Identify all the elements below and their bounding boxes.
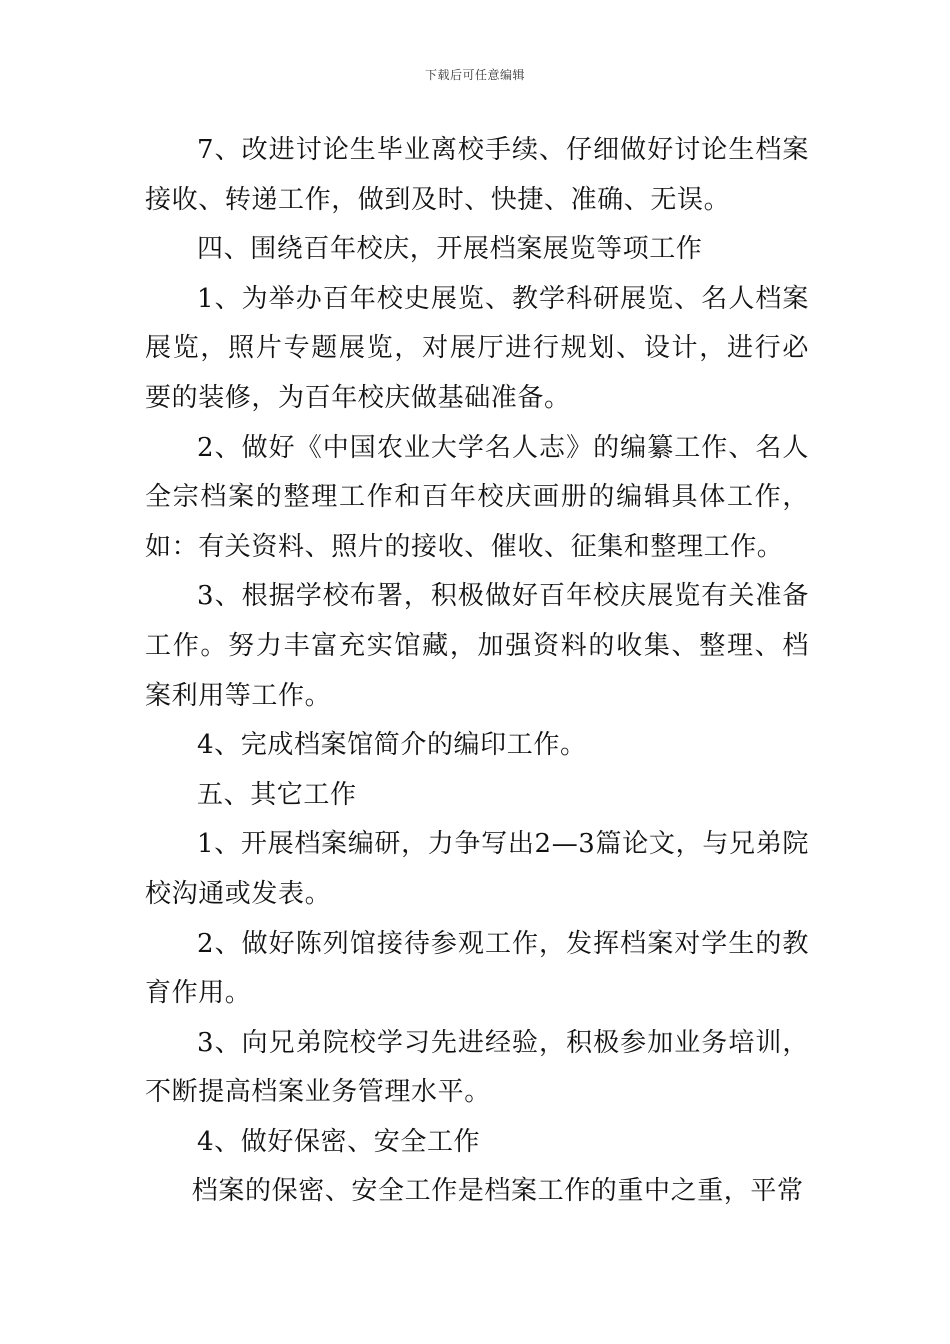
paragraph-item-4-brochure: 4、完成档案馆简介的编印工作。 (197, 730, 587, 761)
paragraph-item-4-security: 4、做好保密、安全工作 (197, 1126, 481, 1157)
document-body (145, 126, 809, 1217)
paragraph-item-2-compilation: 2、做好《中国农业大学名人志》的编纂工作、名人全宗档案的整理工作和百年校庆画册的编辑具体工作，如：有关资料、照片的接收、催收、征集和整理工作。 (145, 432, 809, 562)
section-heading-other-work: 五、其它工作 (197, 779, 357, 810)
section-heading-centennial: 四、围绕百年校庆，开展档案展览等项工作 (197, 234, 703, 265)
paragraph-security-detail: 档案的保密、安全工作是档案工作的重中之重，平常 (191, 1176, 804, 1207)
paragraph-item-3-training: 3、向兄弟院校学习先进经验，积极参加业务培训，不断提高档案业务管理水平。 (145, 1027, 809, 1108)
paragraph-item-1-research: 1、开展档案编研，力争写出2—3篇论文，与兄弟院校沟通或发表。 (145, 829, 809, 909)
paragraph-item-3-preparation: 3、根据学校布署，积极做好百年校庆展览有关准备工作。努力丰富充实馆藏，加强资料的收集、整理、档案利用等工作。 (145, 581, 809, 711)
paragraph-item-2-reception: 2、做好陈列馆接待参观工作，发挥档案对学生的教育作用。 (145, 928, 809, 1009)
paragraph-item-1-exhibitions: 1、为举办百年校史展览、教学科研展览、名人档案展览，照片专题展览，对展厅进行规划、设计，进行必要的装修，为百年校庆做基础准备。 (145, 283, 809, 413)
page-header-note: 下载后可任意编辑 (424, 68, 525, 82)
paragraph-item-7-graduate-procedures: 7、改进讨论生毕业离校手续、仔细做好讨论生档案接收、转递工作，做到及时、快捷、准确、无误。 (145, 135, 809, 215)
